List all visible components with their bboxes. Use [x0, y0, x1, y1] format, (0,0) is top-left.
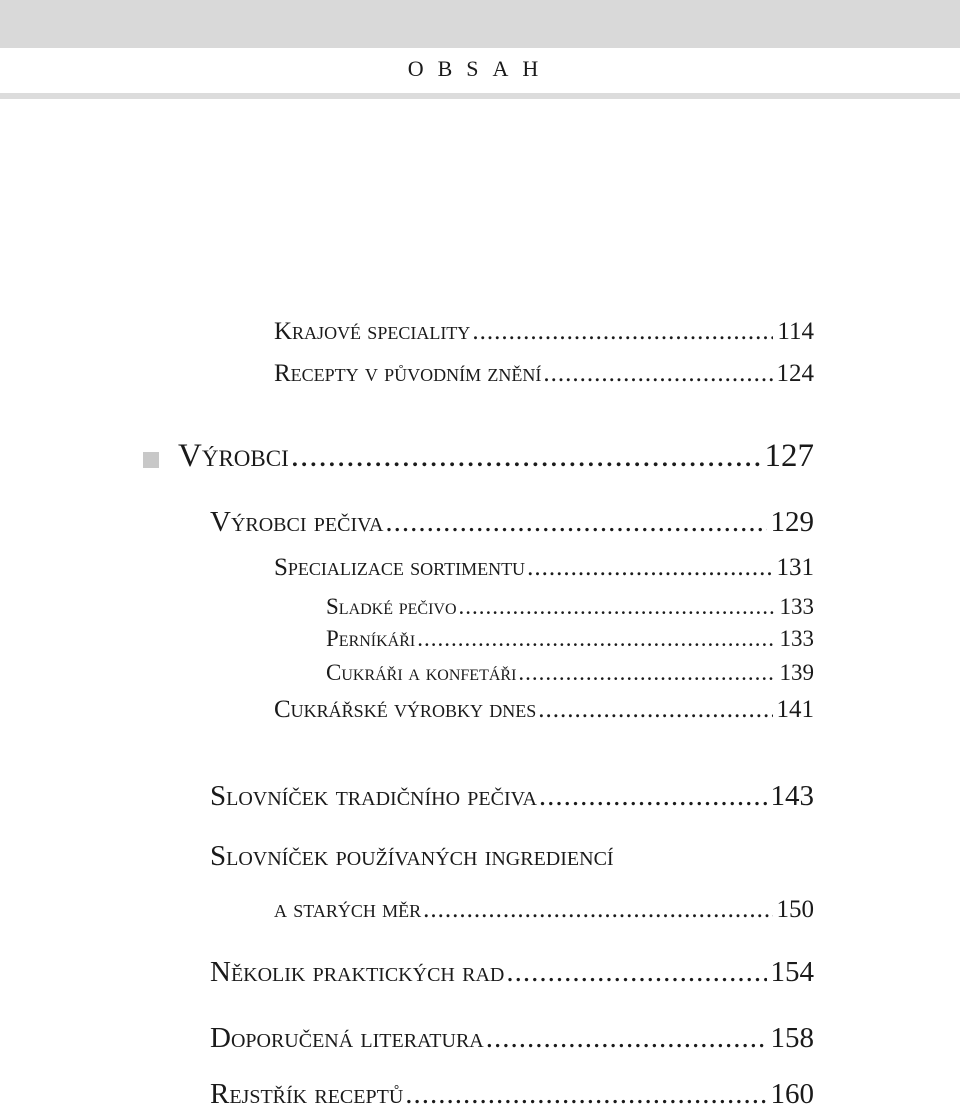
toc-entry-page: 127	[764, 438, 814, 474]
leader-dots	[472, 318, 773, 346]
toc-entry-title: Cukráři a konfetáři	[326, 660, 517, 685]
toc-entry-page: 158	[770, 1022, 814, 1054]
toc-entry[interactable]	[274, 554, 814, 594]
leader-dots	[291, 438, 761, 475]
toc-entry-page: 129	[770, 506, 814, 538]
toc-entry-page: 143	[770, 780, 814, 812]
toc-entry-title: Výrobci	[178, 438, 289, 474]
toc-entry-title: Sladké pečivo	[326, 594, 457, 619]
toc-entry-title: Krajové speciality	[274, 318, 471, 345]
leader-dots	[543, 360, 772, 388]
leader-dots	[417, 626, 775, 652]
toc-entry-title: Cukrářské výrobky dnes	[274, 696, 537, 723]
toc-entry-title: Rejstřík receptů	[210, 1078, 404, 1110]
toc-entry-title: Slovníček tradičního pečiva	[210, 780, 537, 812]
toc-entry-page: 154	[770, 956, 814, 988]
leader-dots	[405, 1078, 766, 1111]
running-head: OBSAH	[407, 56, 553, 81]
leader-dots	[385, 506, 766, 539]
toc-entry[interactable]	[210, 1078, 814, 1118]
leader-dots	[527, 554, 772, 582]
toc-entry-page: 139	[779, 660, 814, 685]
toc-entry-page: 133	[779, 594, 814, 619]
toc-entry-page: 131	[776, 554, 814, 581]
toc-entry-title: Doporučená literatura	[210, 1022, 484, 1054]
toc-entry-title: Specializace sortimentu	[274, 554, 526, 581]
toc-entry[interactable]	[210, 780, 814, 820]
leader-dots	[518, 660, 775, 686]
leader-dots	[459, 594, 776, 620]
leader-dots	[506, 956, 766, 989]
toc-entry-page: 124	[776, 360, 814, 387]
toc-entry-page: 160	[770, 1078, 814, 1110]
leader-dots	[423, 896, 772, 924]
toc-entry[interactable]	[326, 660, 814, 700]
toc-entry-page: 133	[779, 626, 814, 651]
toc-entry[interactable]	[210, 1022, 814, 1062]
toc-entry-title: Několik praktických rad	[210, 956, 505, 988]
toc-entry-title-line[interactable]: Slovníček používaných ingrediencí	[210, 840, 614, 872]
top-bar	[0, 0, 960, 48]
leader-dots	[538, 696, 772, 724]
toc-entry[interactable]	[210, 506, 814, 546]
leader-dots	[486, 1022, 767, 1055]
toc-entry[interactable]	[178, 438, 814, 478]
leader-dots	[539, 780, 767, 813]
toc-entry[interactable]	[274, 696, 814, 736]
toc-entry-title: Výrobci pečiva	[210, 506, 384, 538]
toc-entry[interactable]	[274, 896, 814, 936]
toc-entry-title: Perníkáři	[326, 626, 416, 651]
header-rule	[0, 93, 960, 99]
toc-entry-page: 150	[776, 896, 814, 923]
toc-entry[interactable]	[274, 318, 814, 358]
toc-entry-page: 141	[776, 696, 814, 723]
toc-entry[interactable]	[274, 360, 814, 400]
toc-entry[interactable]	[210, 956, 814, 996]
toc-entry-title: a starých měr	[274, 896, 422, 923]
toc-entry-title: Recepty v původním znění	[274, 360, 542, 387]
section-bullet-icon	[143, 452, 159, 468]
toc-entry-page: 114	[777, 318, 814, 345]
